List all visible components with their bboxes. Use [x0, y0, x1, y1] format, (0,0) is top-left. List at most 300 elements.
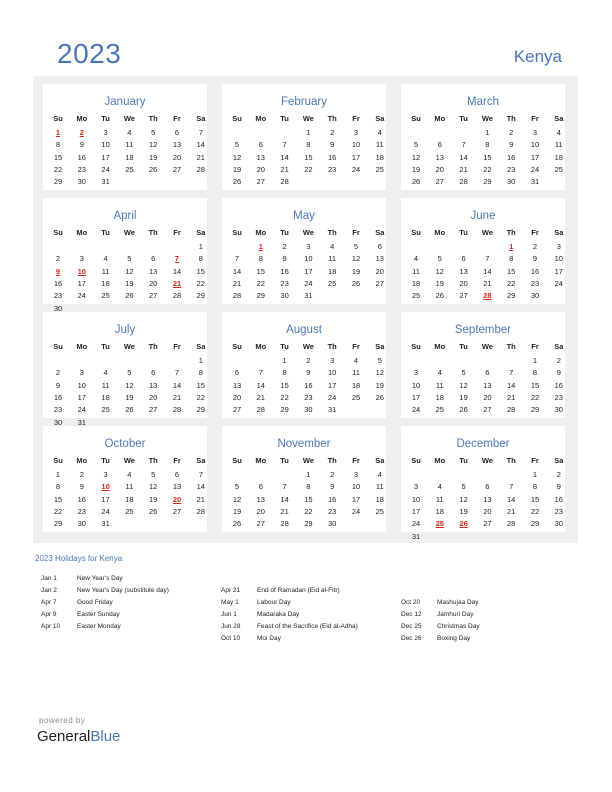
day-cell: 13 — [256, 494, 265, 504]
day-cell: 6 — [377, 242, 382, 251]
month-name: September — [454, 324, 512, 336]
day-cell: 26 — [375, 392, 384, 402]
day-cell: 5 — [234, 140, 240, 150]
day-cell: 6 — [174, 128, 180, 137]
day-cell: 24 — [101, 164, 110, 174]
weekday-header: We — [481, 342, 493, 351]
day-cell: 18 — [411, 278, 421, 288]
day-cell: 22 — [53, 164, 63, 174]
month-november — [222, 426, 386, 532]
day-cell: 8 — [306, 140, 311, 150]
day-cell: 25 — [328, 278, 337, 288]
day-cell: 24 — [77, 405, 86, 415]
holiday-name: Moi Day — [257, 635, 281, 642]
day-cell: 14 — [483, 266, 492, 276]
day-cell: 31 — [530, 177, 540, 187]
day-cell: 29 — [530, 519, 540, 529]
day-cell: 11 — [125, 140, 134, 150]
day-cell: 7 — [174, 368, 180, 378]
day-cell: 29 — [280, 405, 289, 415]
day-cell: 12 — [351, 254, 361, 264]
day-cell: 8 — [306, 482, 311, 492]
weekday-header: Su — [232, 456, 242, 465]
day-cell: 5 — [437, 254, 442, 264]
day-cell: 27 — [459, 291, 468, 301]
holiday-date: Apr 21 — [221, 587, 241, 594]
weekday-header: Fr — [531, 342, 539, 351]
holiday-date: Dec 25 — [401, 623, 422, 630]
day-cell: 21 — [483, 278, 492, 288]
day-cell: 24 — [530, 164, 540, 174]
weekday-header: Mo — [255, 456, 267, 465]
day-cell: 29 — [530, 405, 540, 415]
day-cell: 25 — [554, 164, 563, 174]
weekday-header: Tu — [459, 114, 468, 123]
day-cell: 8 — [485, 140, 490, 150]
day-cell: 9 — [79, 140, 84, 150]
day-cell: 28 — [172, 291, 182, 301]
day-cell: 27 — [172, 506, 182, 516]
weekday-header: Fr — [352, 228, 360, 237]
day-cell: 5 — [151, 128, 156, 137]
day-cell: 8 — [509, 254, 514, 264]
day-cell: 27 — [149, 291, 158, 301]
day-cell: 29 — [196, 291, 205, 301]
weekday-header: Tu — [280, 228, 289, 237]
holiday-day-cell: 10 — [101, 482, 110, 492]
day-cell: 28 — [507, 405, 516, 415]
day-cell: 25 — [375, 506, 384, 516]
day-cell: 17 — [554, 266, 563, 276]
day-cell: 17 — [304, 266, 313, 276]
day-cell: 22 — [196, 392, 205, 402]
day-cell: 22 — [483, 164, 492, 174]
day-cell: 15 — [53, 152, 63, 162]
month-name: July — [114, 324, 136, 336]
day-cell: 16 — [53, 278, 63, 288]
day-cell: 4 — [103, 368, 108, 378]
holiday-name: Labour Day — [257, 599, 291, 606]
day-cell: 20 — [172, 152, 182, 162]
day-cell: 4 — [127, 128, 132, 137]
day-cell: 7 — [461, 140, 466, 150]
day-cell: 15 — [280, 380, 289, 390]
day-cell: 17 — [351, 494, 361, 504]
day-cell: 8 — [532, 368, 538, 378]
day-cell: 7 — [198, 128, 203, 137]
day-cell: 12 — [375, 368, 384, 378]
weekday-header: Th — [506, 114, 516, 123]
day-cell: 28 — [507, 519, 516, 529]
weekday-header: Fr — [173, 114, 181, 123]
day-cell: 28 — [280, 177, 289, 187]
day-cell: 11 — [101, 266, 110, 276]
day-cell: 31 — [411, 531, 421, 541]
holiday-name: Jamhuri Day — [437, 611, 474, 618]
weekday-header: Sa — [554, 228, 564, 237]
weekday-header: Su — [411, 456, 421, 465]
day-cell: 8 — [198, 254, 203, 264]
holiday-date: Jan 2 — [41, 587, 57, 594]
day-cell: 10 — [328, 368, 337, 378]
day-cell: 31 — [304, 291, 313, 301]
day-cell: 9 — [330, 482, 335, 492]
day-cell: 7 — [509, 368, 514, 378]
weekday-header: Fr — [352, 342, 360, 351]
day-cell: 5 — [234, 482, 240, 492]
brand-logo-blue: Blue — [90, 728, 121, 745]
day-cell: 30 — [554, 405, 563, 415]
holiday-day-cell: 9 — [55, 266, 61, 276]
holiday-date: Jun 28 — [221, 623, 241, 630]
day-cell: 30 — [77, 519, 86, 529]
day-cell: 8 — [532, 482, 538, 492]
weekday-header: Fr — [352, 456, 360, 465]
day-cell: 4 — [437, 482, 442, 492]
day-cell: 20 — [435, 164, 444, 174]
day-cell: 16 — [77, 152, 86, 162]
weekday-header: Su — [53, 342, 63, 351]
day-cell: 15 — [507, 266, 516, 276]
day-cell: 20 — [459, 278, 468, 288]
day-cell: 13 — [232, 380, 242, 390]
weekday-header: Sa — [375, 342, 385, 351]
day-cell: 20 — [375, 266, 384, 276]
day-cell: 20 — [232, 392, 242, 402]
day-cell: 20 — [149, 278, 158, 288]
day-cell: 26 — [149, 506, 158, 516]
day-cell: 12 — [125, 266, 134, 276]
day-cell: 3 — [353, 128, 359, 137]
day-cell: 16 — [507, 152, 516, 162]
day-cell: 29 — [256, 291, 265, 301]
powered-by-label: powered by — [39, 716, 86, 725]
day-cell: 6 — [437, 140, 442, 150]
day-cell: 22 — [304, 506, 313, 516]
day-cell: 14 — [172, 266, 182, 276]
day-cell: 13 — [149, 266, 158, 276]
day-cell: 21 — [280, 506, 289, 516]
day-cell: 10 — [351, 140, 361, 150]
day-cell: 19 — [232, 164, 242, 174]
day-cell: 2 — [532, 242, 538, 251]
day-cell: 5 — [127, 254, 132, 264]
day-cell: 17 — [77, 392, 86, 402]
day-cell: 19 — [125, 392, 134, 402]
weekday-header: Th — [148, 456, 158, 465]
day-cell: 16 — [328, 494, 337, 504]
day-cell: 4 — [377, 470, 382, 479]
day-cell: 28 — [232, 291, 242, 301]
day-cell: 14 — [507, 494, 516, 504]
day-cell: 11 — [435, 494, 444, 504]
holiday-day-cell: 20 — [172, 494, 182, 504]
day-cell: 18 — [375, 152, 384, 162]
day-cell: 6 — [485, 482, 490, 492]
day-cell: 25 — [375, 164, 384, 174]
day-cell: 25 — [351, 392, 361, 402]
weekday-header: Su — [232, 114, 242, 123]
day-cell: 1 — [306, 128, 311, 137]
weekday-header: Su — [53, 114, 63, 123]
day-cell: 12 — [459, 494, 468, 504]
weekday-header: Tu — [459, 228, 468, 237]
day-cell: 14 — [172, 380, 182, 390]
weekday-header: Th — [327, 456, 337, 465]
weekday-header: Su — [53, 456, 63, 465]
day-cell: 10 — [351, 482, 361, 492]
holiday-name: Madaraka Day — [257, 611, 300, 618]
holiday-day-cell: 26 — [459, 519, 468, 529]
day-cell: 16 — [328, 152, 337, 162]
day-cell: 23 — [328, 506, 337, 516]
day-cell: 24 — [101, 506, 110, 516]
weekday-header: We — [302, 114, 314, 123]
weekday-header: Th — [327, 228, 337, 237]
day-cell: 13 — [375, 254, 384, 264]
holiday-day-cell: 1 — [55, 128, 61, 137]
day-cell: 17 — [77, 278, 86, 288]
day-cell: 28 — [196, 506, 205, 516]
weekday-header: Sa — [196, 342, 206, 351]
day-cell: 29 — [483, 177, 492, 187]
day-cell: 15 — [196, 266, 205, 276]
weekday-header: Su — [232, 228, 242, 237]
day-cell: 20 — [149, 392, 158, 402]
holiday-day-cell: 25 — [435, 519, 444, 529]
day-cell: 9 — [330, 140, 335, 150]
day-cell: 2 — [79, 470, 84, 479]
day-cell: 29 — [196, 405, 205, 415]
weekday-header: Mo — [76, 228, 88, 237]
day-cell: 27 — [172, 164, 182, 174]
weekday-header: Th — [327, 114, 337, 123]
day-cell: 19 — [375, 380, 384, 390]
day-cell: 6 — [485, 368, 490, 378]
month-february — [222, 84, 386, 190]
day-cell: 2 — [282, 242, 287, 251]
day-cell: 25 — [101, 291, 110, 301]
day-cell: 19 — [459, 506, 468, 516]
day-cell: 30 — [328, 519, 337, 529]
day-cell: 23 — [554, 506, 563, 516]
day-cell: 26 — [232, 519, 242, 529]
weekday-header: We — [123, 114, 135, 123]
month-april — [43, 198, 207, 313]
day-cell: 8 — [55, 482, 61, 492]
weekday-header: Tu — [101, 114, 110, 123]
day-cell: 29 — [304, 519, 313, 529]
day-cell: 19 — [125, 278, 134, 288]
weekday-header: Su — [232, 342, 242, 351]
day-cell: 21 — [232, 278, 242, 288]
day-cell: 23 — [53, 405, 63, 415]
day-cell: 2 — [556, 356, 561, 365]
day-cell: 2 — [330, 128, 335, 137]
day-cell: 2 — [55, 254, 61, 264]
weekday-header: Th — [506, 228, 516, 237]
holiday-name: Christmas Day — [437, 623, 480, 630]
day-cell: 6 — [258, 140, 263, 150]
day-cell: 16 — [77, 494, 86, 504]
day-cell: 10 — [411, 380, 421, 390]
month-name: March — [467, 96, 499, 108]
month-name: August — [286, 324, 322, 336]
weekday-header: Fr — [352, 114, 360, 123]
day-cell: 14 — [280, 494, 289, 504]
day-cell: 26 — [351, 278, 361, 288]
day-cell: 11 — [554, 140, 563, 150]
day-cell: 9 — [306, 368, 311, 378]
month-september — [401, 312, 565, 418]
day-cell: 7 — [234, 254, 240, 264]
day-cell: 10 — [77, 380, 86, 390]
weekday-header: Mo — [76, 456, 88, 465]
day-cell: 6 — [234, 368, 240, 378]
day-cell: 19 — [411, 164, 421, 174]
weekday-header: Sa — [554, 114, 564, 123]
day-cell: 19 — [149, 494, 158, 504]
day-cell: 25 — [435, 405, 444, 415]
weekday-header: Mo — [255, 114, 267, 123]
month-name: November — [277, 438, 331, 450]
day-cell: 31 — [101, 519, 110, 529]
holidays-title: 2023 Holidays for Kenya — [35, 554, 123, 563]
holiday-date: Jan 1 — [41, 575, 57, 582]
day-cell: 27 — [256, 177, 265, 187]
day-cell: 20 — [256, 506, 265, 516]
day-cell: 11 — [125, 482, 134, 492]
day-cell: 13 — [149, 380, 158, 390]
day-cell: 8 — [282, 368, 287, 378]
day-cell: 4 — [103, 254, 108, 264]
weekday-header: We — [481, 456, 493, 465]
weekday-header: Sa — [196, 456, 206, 465]
day-cell: 13 — [256, 152, 265, 162]
weekday-header: Th — [506, 456, 516, 465]
month-october — [43, 426, 207, 532]
holiday-date: Apr 9 — [41, 611, 57, 618]
day-cell: 16 — [554, 494, 563, 504]
weekday-header: Su — [411, 228, 421, 237]
day-cell: 22 — [280, 392, 289, 402]
weekday-header: Mo — [434, 228, 446, 237]
day-cell: 4 — [330, 242, 335, 251]
day-cell: 16 — [554, 380, 563, 390]
day-cell: 1 — [485, 128, 490, 137]
day-cell: 4 — [413, 254, 419, 264]
day-cell: 7 — [509, 482, 514, 492]
day-cell: 5 — [353, 242, 359, 251]
weekday-header: Th — [327, 342, 337, 351]
day-cell: 16 — [530, 266, 540, 276]
day-cell: 24 — [328, 392, 337, 402]
weekday-header: We — [123, 342, 135, 351]
day-cell: 15 — [304, 152, 313, 162]
month-name: April — [113, 210, 137, 222]
day-cell: 11 — [328, 254, 337, 264]
holiday-name: New Year's Day — [77, 575, 123, 582]
day-cell: 6 — [151, 368, 156, 378]
day-cell: 30 — [53, 417, 63, 427]
holiday-day-cell: 2 — [79, 128, 84, 137]
day-cell: 15 — [530, 380, 540, 390]
day-cell: 23 — [554, 392, 563, 402]
day-cell: 8 — [55, 140, 61, 150]
day-cell: 1 — [198, 242, 203, 251]
day-cell: 18 — [328, 266, 337, 276]
day-cell: 29 — [507, 291, 516, 301]
day-cell: 24 — [411, 405, 421, 415]
holiday-day-cell: 21 — [172, 278, 182, 288]
day-cell: 27 — [483, 405, 492, 415]
day-cell: 7 — [282, 482, 287, 492]
day-cell: 21 — [507, 392, 516, 402]
weekday-header: Fr — [173, 342, 181, 351]
day-cell: 21 — [507, 506, 516, 516]
day-cell: 9 — [532, 254, 538, 264]
holiday-name: Boxing Day — [437, 635, 471, 642]
day-cell: 11 — [435, 380, 444, 390]
day-cell: 22 — [256, 278, 265, 288]
day-cell: 22 — [507, 278, 516, 288]
holiday-date: Oct 20 — [401, 599, 421, 606]
month-july — [43, 312, 207, 427]
day-cell: 16 — [304, 380, 313, 390]
month-name: May — [293, 210, 315, 222]
day-cell: 18 — [554, 152, 563, 162]
day-cell: 12 — [125, 380, 134, 390]
weekday-header: Mo — [76, 342, 88, 351]
day-cell: 30 — [53, 303, 63, 313]
day-cell: 3 — [79, 368, 84, 378]
day-cell: 10 — [554, 254, 563, 264]
weekday-header: Su — [411, 114, 421, 123]
day-cell: 11 — [101, 380, 110, 390]
day-cell: 14 — [256, 380, 265, 390]
day-cell: 9 — [282, 254, 287, 264]
holiday-name: Feast of the Sacrifice (Eid al-Adha) — [257, 623, 358, 630]
day-cell: 23 — [53, 291, 63, 301]
day-cell: 26 — [125, 405, 134, 415]
day-cell: 6 — [151, 254, 156, 264]
day-cell: 2 — [330, 470, 335, 479]
day-cell: 19 — [149, 152, 158, 162]
day-cell: 3 — [306, 242, 311, 251]
day-cell: 1 — [532, 356, 538, 365]
day-cell: 18 — [101, 392, 110, 402]
day-cell: 25 — [125, 506, 134, 516]
weekday-header: Th — [148, 114, 158, 123]
holiday-name: End of Ramadan (Eid al-Fitr) — [257, 587, 340, 594]
day-cell: 4 — [377, 128, 382, 137]
day-cell: 18 — [125, 494, 134, 504]
day-cell: 21 — [256, 392, 265, 402]
day-cell: 24 — [351, 506, 361, 516]
day-cell: 14 — [459, 152, 468, 162]
weekday-header: Tu — [101, 456, 110, 465]
day-cell: 18 — [435, 506, 444, 516]
holiday-date: Oct 10 — [221, 635, 241, 642]
weekday-header: Tu — [280, 456, 289, 465]
day-cell: 13 — [483, 380, 492, 390]
day-cell: 17 — [530, 152, 540, 162]
weekday-header: Tu — [101, 228, 110, 237]
day-cell: 15 — [196, 380, 205, 390]
day-cell: 23 — [77, 164, 86, 174]
day-cell: 28 — [280, 519, 289, 529]
weekday-header: We — [481, 114, 493, 123]
